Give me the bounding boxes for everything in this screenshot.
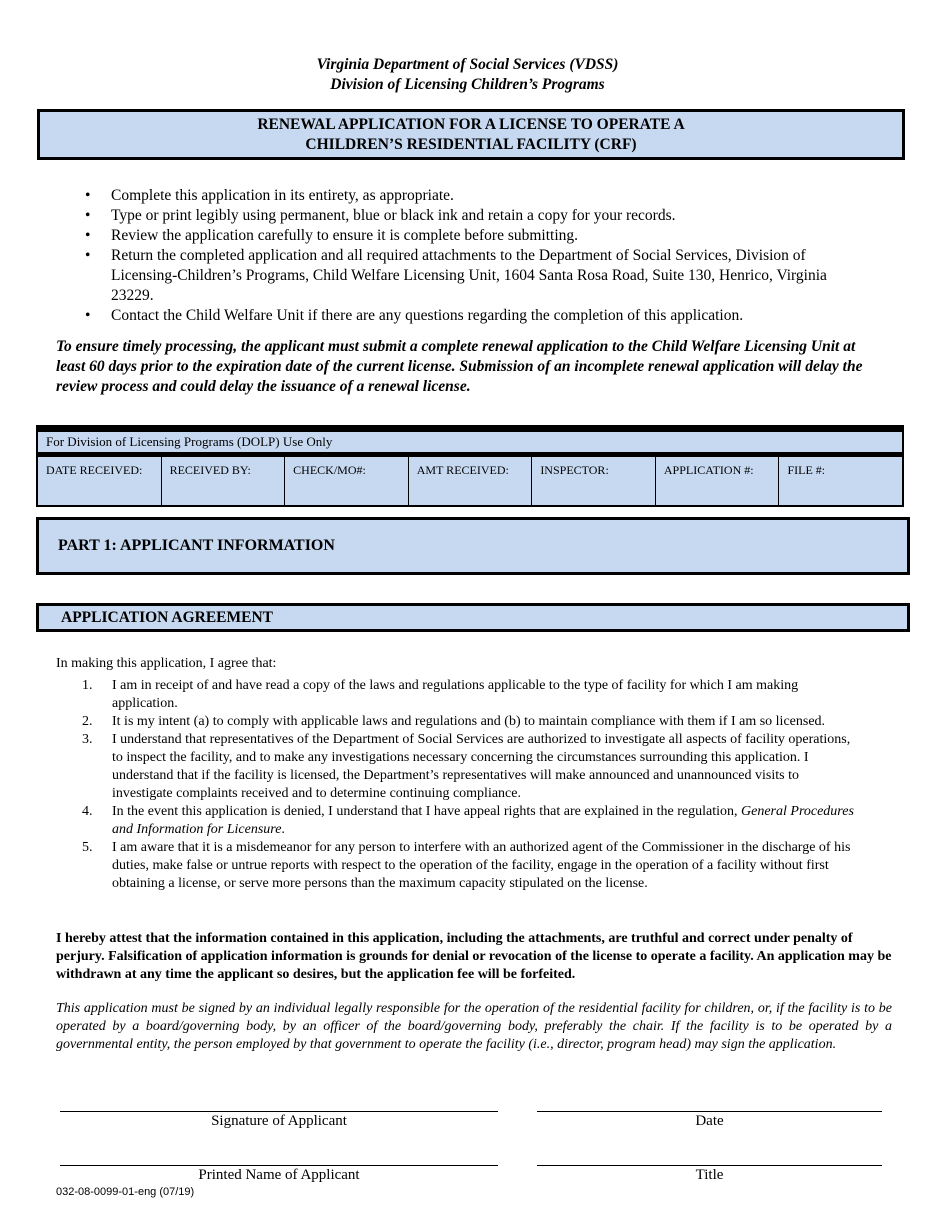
agreement-list — [82, 677, 862, 893]
date-received-field[interactable]: DATE RECEIVED: — [38, 457, 162, 507]
dolp-heading: For Division of Licensing Programs (DOLP) Use Only — [38, 432, 902, 457]
agreement-item: 1. I am in receipt of and have read a copy of the laws and regulations applicable to the type of facility for which I am making application. — [82, 678, 799, 711]
part-1-header — [36, 517, 910, 575]
agency-name: Virginia Department of Social Services (VDSS) — [316, 56, 619, 73]
dolp-use-only-box — [36, 425, 904, 507]
printed-name-label: Printed Name of Applicant — [198, 1167, 360, 1183]
agreement-title: APPLICATION AGREEMENT — [61, 609, 273, 626]
page-header — [0, 55, 935, 95]
title-label: Title — [695, 1167, 724, 1183]
agreement-item: 5. I am aware that it is a misdemeanor for any person to interfere with an authorized agent of the Commissioner in the discharge of his duties, make false or untrue reports with respect to the operation of the facility, engage in the operation of a facility without first obtaining a license, or serve more persons than the maximum capacity stipulated on the license. — [82, 840, 851, 891]
printed-name-line[interactable] — [60, 1165, 498, 1166]
application-number-field[interactable]: APPLICATION #: — [656, 457, 780, 507]
date-label: Date — [695, 1113, 724, 1129]
date-line[interactable] — [537, 1111, 882, 1112]
file-number-field[interactable]: FILE #: — [787, 463, 826, 477]
bullet-icon: • — [85, 207, 91, 224]
title-line[interactable] — [537, 1165, 882, 1166]
bullet-icon: • — [85, 247, 91, 264]
form-title-line-1: RENEWAL APPLICATION FOR A LICENSE TO OPERATE A — [257, 116, 685, 133]
signature-label: Signature of Applicant — [211, 1113, 347, 1129]
application-agreement-header — [36, 603, 910, 632]
attestation-statement: I hereby attest that the information contained in this application, including the attachments, are truthful and correct under penalty of perjury. Falsification of application information is grounds for denial or revocation of the license to operate a facility. An application may be withdrawn at any time the applicant so desires, but the application fee will be forfeited. — [56, 931, 892, 982]
received-by-field[interactable]: RECEIVED BY: — [162, 457, 286, 507]
regulation-title: General Procedures and Information for Licensure — [112, 804, 854, 837]
bullet-icon: • — [85, 307, 91, 324]
instruction-item: • Review the application carefully to ensure it is complete before submitting. — [85, 227, 579, 244]
form-number: 032-08-0099-01-eng (07/19) — [56, 1186, 195, 1198]
processing-warning: To ensure timely processing, the applicant must submit a complete renewal application to the Child Welfare Licensing Unit at least 60 days prior to the expiration date of the current license. Submission of an incomplete renewal application will delay the review process and could delay the issuance of a renewal license. — [56, 338, 863, 395]
instruction-item: • Complete this application in its entirety, as appropriate. — [85, 187, 454, 204]
bullet-icon: • — [85, 187, 91, 204]
dolp-fields-row — [38, 457, 902, 507]
agreement-item: 3. I understand that representatives of the Department of Social Services are authorized to investigate all aspects of facility operations, to inspect the facility, and to make any investigations necessary concerning the circumstances surrounding this application. I understand that if the facility is licensed, the Department’s representatives will make announced and unannounced visits to investigate complaints received and to determine continuing compliance. — [82, 732, 851, 801]
signature-note: This application must be signed by an individual legally responsible for the operation of the residential facility for children, or, if the facility is to be operated by a board/governing body, by an officer of the board/governing body, preferably the chair. If the facility is to be operated by a governmental entity, the person employed by that government to operate the facility (i.e., director, program head) may sign the application. — [56, 1001, 892, 1052]
agreement-item: 4. In the event this application is denied, I understand that I have appeal rights that are explained in the regulation, General Procedures and Information for Licensure. — [82, 804, 854, 837]
signature-line[interactable] — [60, 1111, 498, 1112]
part-1-title: PART 1: APPLICANT INFORMATION — [58, 537, 335, 554]
amt-received-field[interactable]: AMT RECEIVED: — [409, 457, 533, 507]
instruction-item: • Return the completed application and all required attachments to the Department of Social Services, Division of Licensing-Children’s Programs, Child Welfare Licensing Unit, 1604 Santa Rosa Road, Suite 130, Henrico, Virginia 23229. — [85, 247, 827, 304]
division-name: Division of Licensing Children’s Programs — [330, 76, 605, 93]
check-mo-field[interactable]: CHECK/MO#: — [285, 457, 409, 507]
instruction-item: • Type or print legibly using permanent, blue or black ink and retain a copy for your records. — [85, 207, 676, 224]
agreement-intro: In making this application, I agree that: — [56, 656, 277, 671]
instructions-list — [85, 186, 865, 326]
form-title-line-2: CHILDREN’S RESIDENTIAL FACILITY (CRF) — [305, 136, 637, 153]
bullet-icon: • — [85, 227, 91, 244]
inspector-field[interactable]: INSPECTOR: — [532, 457, 656, 507]
instruction-item: • Contact the Child Welfare Unit if there are any questions regarding the completion of this application. — [85, 307, 744, 324]
agreement-item: 2. It is my intent (a) to comply with applicable laws and regulations and (b) to maintain compliance with them if I am so licensed. — [82, 714, 826, 729]
form-title-box — [37, 109, 905, 160]
